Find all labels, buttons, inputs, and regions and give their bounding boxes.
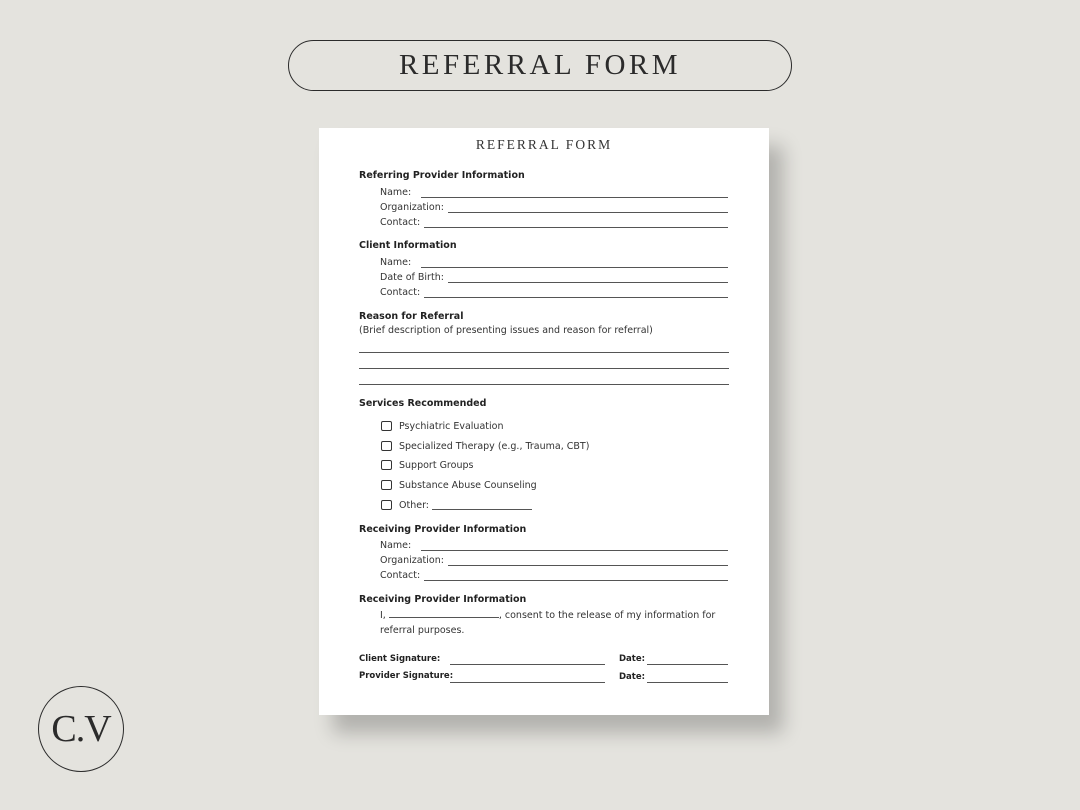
- consent-name-line[interactable]: [389, 608, 499, 618]
- client-date-label: Date:: [619, 654, 646, 664]
- consent-text: , consent to the release of my information for referral purposes.: [380, 610, 716, 636]
- receiving-contact-field[interactable]: [380, 568, 728, 581]
- referring-contact-field[interactable]: [380, 215, 728, 228]
- checkbox-label: Other:: [399, 499, 430, 511]
- field-label: Contact:: [380, 287, 421, 298]
- checkbox[interactable]: [381, 500, 392, 510]
- checkbox[interactable]: [381, 421, 392, 431]
- other-input-line[interactable]: [432, 500, 532, 510]
- section-heading-referring-provider: Referring Provider Information: [359, 170, 525, 181]
- receiving-organization-field[interactable]: [380, 553, 728, 566]
- form-page: [319, 128, 769, 715]
- checkbox-label: Substance Abuse Counseling: [399, 479, 537, 491]
- reason-description: (Brief description of presenting issues and reason for referral): [359, 325, 653, 336]
- input-line[interactable]: [448, 282, 728, 283]
- banner-title: REFERRAL FORM: [288, 40, 792, 91]
- client-date-line[interactable]: [647, 664, 728, 665]
- client-dob-field[interactable]: [380, 270, 728, 283]
- input-line[interactable]: [421, 550, 728, 551]
- checkbox-label: Support Groups: [399, 459, 474, 471]
- referring-organization-field[interactable]: [380, 200, 728, 213]
- client-signature-line[interactable]: [450, 664, 605, 665]
- section-heading-receiving-provider: Receiving Provider Information: [359, 524, 527, 535]
- provider-date-label: Date:: [619, 672, 646, 682]
- section-heading-services: Services Recommended: [359, 398, 487, 409]
- checkbox[interactable]: [381, 441, 392, 451]
- checkbox-label: Psychiatric Evaluation: [399, 420, 504, 432]
- provider-signature-label: Provider Signature:: [359, 671, 454, 681]
- section-heading-consent: Receiving Provider Information: [359, 594, 527, 605]
- brand-logo: C.V: [38, 686, 124, 772]
- client-contact-field[interactable]: [380, 285, 728, 298]
- form-title: REFERRAL FORM: [475, 137, 613, 152]
- field-label: Contact:: [380, 570, 421, 581]
- service-option-therapy[interactable]: [381, 440, 589, 452]
- consent-statement: [380, 608, 730, 638]
- section-heading-client: Client Information: [359, 240, 457, 251]
- section-heading-reason: Reason for Referral: [359, 311, 464, 322]
- input-line[interactable]: [424, 227, 728, 228]
- service-option-other[interactable]: [381, 499, 532, 511]
- field-label: Name:: [380, 540, 412, 551]
- field-label: Name:: [380, 257, 412, 268]
- field-label: Contact:: [380, 217, 421, 228]
- reason-line-2[interactable]: [359, 368, 729, 369]
- client-signature-label: Client Signature:: [359, 654, 441, 664]
- referring-name-field[interactable]: [380, 185, 728, 198]
- field-label: Organization:: [380, 555, 444, 566]
- service-option-support-groups[interactable]: [381, 459, 473, 471]
- input-line[interactable]: [424, 297, 728, 298]
- reason-line-3[interactable]: [359, 384, 729, 385]
- receiving-name-field[interactable]: [380, 538, 728, 551]
- provider-date-line[interactable]: [647, 682, 728, 683]
- client-name-field[interactable]: [380, 255, 728, 268]
- reason-line-1[interactable]: [359, 352, 729, 353]
- checkbox-label: Specialized Therapy (e.g., Trauma, CBT): [399, 440, 590, 452]
- consent-prefix: I,: [380, 610, 386, 621]
- provider-signature-line[interactable]: [450, 682, 605, 683]
- input-line[interactable]: [448, 565, 728, 566]
- checkbox[interactable]: [381, 460, 392, 470]
- service-option-psychiatric[interactable]: [381, 420, 503, 432]
- field-label: Name:: [380, 187, 412, 198]
- field-label: Organization:: [380, 202, 444, 213]
- input-line[interactable]: [448, 212, 728, 213]
- input-line[interactable]: [424, 580, 728, 581]
- input-line[interactable]: [421, 267, 728, 268]
- service-option-substance-abuse[interactable]: [381, 479, 537, 491]
- field-label: Date of Birth:: [380, 272, 444, 283]
- checkbox[interactable]: [381, 480, 392, 490]
- input-line[interactable]: [421, 197, 728, 198]
